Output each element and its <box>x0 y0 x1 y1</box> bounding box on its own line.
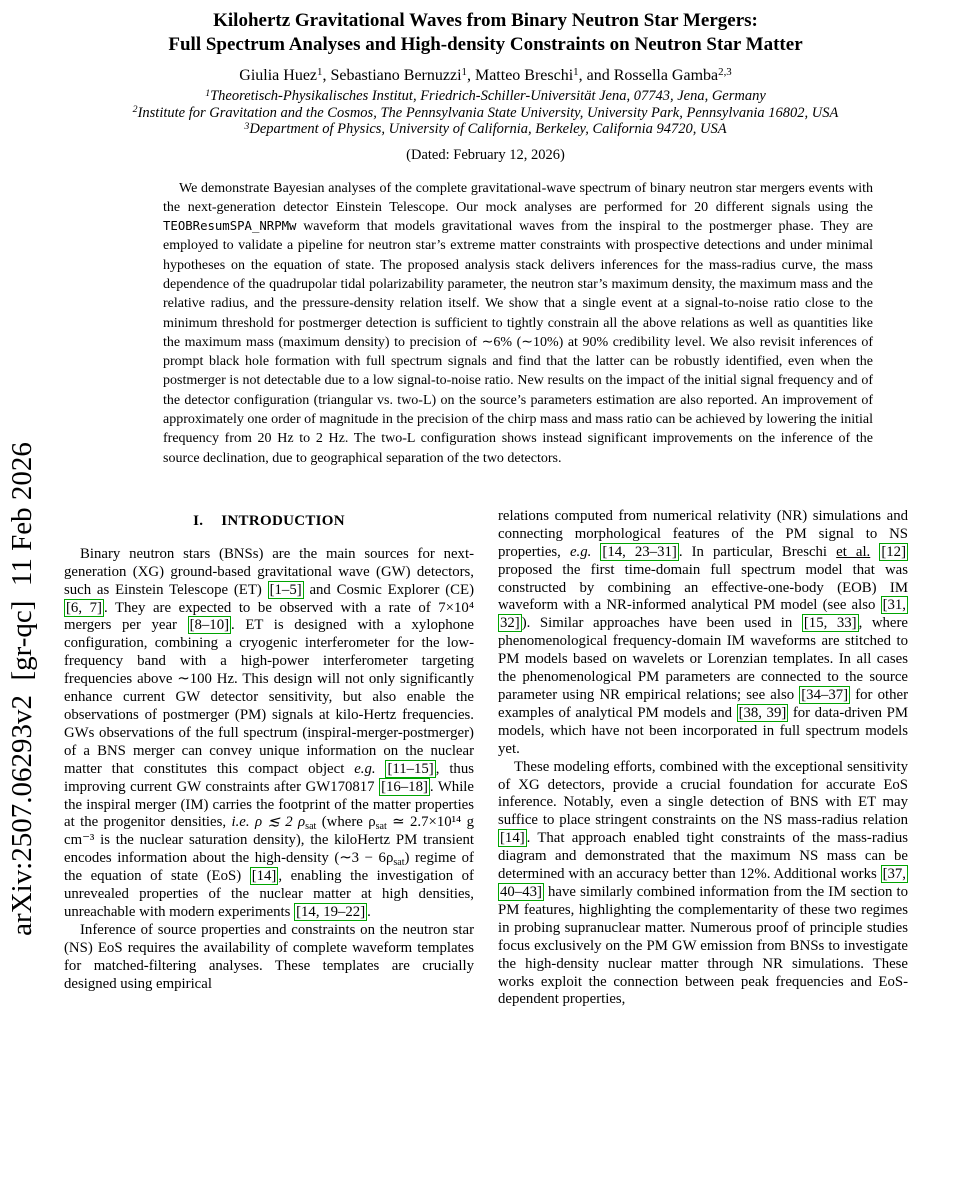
column-left <box>64 508 474 1009</box>
superscript: 2,3 <box>718 66 732 79</box>
paper-title <box>0 9 971 57</box>
citation-link[interactable]: [14] <box>251 868 277 885</box>
superscript: 1 <box>461 66 467 79</box>
citation-link[interactable]: [14, 19–22] <box>296 903 366 920</box>
citation-link[interactable]: [14] <box>500 830 525 847</box>
section-heading <box>64 513 474 531</box>
emphasis-text: e.g. <box>354 760 376 777</box>
paper-title-line1: Kilohertz Gravitational Waves from Binary Neutron Star Mergers: <box>213 10 758 31</box>
abstract <box>163 179 873 468</box>
superscript: 3 <box>244 120 250 132</box>
superscript: 1 <box>573 66 579 79</box>
paper-header <box>0 0 971 164</box>
affiliation: $^1$Theoretisch-Physikalisches Institut, Friedrich-Schiller-Universität Jena, 07743, Jena, Germany <box>205 87 766 104</box>
citation-link[interactable]: [11–15] <box>387 760 434 777</box>
affiliation: $^3$Department of Physics, University of California, Berkeley, California 94720, USA <box>244 120 727 137</box>
paragraph: These modeling efforts, combined with the exceptional sensitivity of XG detectors, provide a crucial foundation for accurate EoS inference. Notably, even a single detection of BNS with ET may suffice to place stringent constraints on the NS mass-radius relation [14] . That approach enabled tight constraints of the mass-radius diagram and demonstrated that the maximum NS mass can be determined with an accuracy better than 12%. Additional works [37, 40–43] have similarly combined information from the IM section to PM features, highlighting the complementarity of these two regimes in probing supranuclear matter. Numerous proof of principle studies focus exclusively on the PM GW emission from BNSs to investigate the high-density nuclear matter through NR simulations. These works exploit the connection between peak frequencies and EoS-dependent properties, <box>498 758 908 1008</box>
column-right-text <box>498 508 908 1009</box>
paragraph: Binary neutron stars (BNSs) are the main sources for next-generation (XG) ground-based gravitational wave (GW) detectors, such as Einstein Telescope (ET) [1–5] and Cosmic Explorer (CE) [6, 7] . They are expected to be observed with a rate of 7×10⁴ mergers per year [8–10] . ET is designed with a xylophone configuration, combining a cryogenic interferometer for the low-frequency band with a high-power interferometer targeting frequencies above ∼100 Hz. This design will not only significantly enhance current GW detector sensitivity, but also enable the observations of postmerger (PM) signals at kilo-Hertz frequencies. GWs observations of the full spectrum (inspiral-merger-postmerger) of a BNS merger can convey unique information on the nuclear matter that constitutes this compact object e.g. [11–15] , thus improving current GW constraints after GW170817 [16–18] . While the inspiral merger (IM) carries the footprint of the matter properties at the progenitor densities, i.e. ρ ≲ 2 $\rho_{sat}$ (where $\rho_{sat}$ ≃ 2.7×10¹⁴ g cm⁻³ is the nuclear saturation density), the kiloHertz PM transient encodes information about the high-density (∼3 − $6\rho_{sat}$) regime of the equation of state (EoS) [14] , enabling the investigation of unrevealed properties of the nuclear matter at high densities, unreachable with modern experiments [14, 19–22] . <box>64 545 475 920</box>
column-left-text <box>64 546 474 994</box>
subscript: sat <box>393 857 405 869</box>
affiliation: $^2$Institute for Gravitation and the Cosmos, The Pennsylvania State University, University Park, Pennsylvania 16802, USA <box>132 104 839 121</box>
paper-title-line2: Full Spectrum Analyses and High-density Constraints on Neutron Star Matter <box>168 34 803 55</box>
superscript: 1 <box>205 87 211 99</box>
superscript: 2 <box>132 104 138 116</box>
citation-link[interactable]: [6, 7] <box>66 599 102 616</box>
affiliations <box>0 88 971 138</box>
citation-link[interactable]: [38, 39] <box>738 704 787 721</box>
citation-link[interactable]: [31, 32] <box>500 597 906 632</box>
subscript: sat <box>375 821 387 833</box>
citation-link[interactable]: [34–37] <box>801 687 849 704</box>
arxiv-identifier: arXiv:2507.06293v2 [gr-qc] 11 Feb 2026 <box>6 442 38 936</box>
citation-link[interactable]: [8–10] <box>189 617 230 634</box>
paragraph: relations computed from numerical relativity (NR) simulations and connecting morphological features of the PM signal to NS properties, e.g. [14, 23–31] . In particular, Breschi et al. [12] proposed the first time-domain full spectrum model that was constructed by combining an effective-one-body (EOB) IM waveform with a NR-informed analytical PM model (see also [31, 32] ). Similar approaches have been used in [15, 33] , where phenomenological frequency-domain IM waveforms are stitched to PM models based on wavelets or Lorenzian templates. In all cases the phenomenological PM parameters are connected to the source parameter using NR empirical relations; see also [34–37] for other examples of analytical PM models and [38, 39] for data-driven PM models, which have not been incorporated in full spectrum models yet. <box>498 507 908 757</box>
underlined-text: et al. <box>836 543 871 560</box>
section-title: INTRODUCTION <box>221 512 345 529</box>
paragraph: We demonstrate Bayesian analyses of the complete gravitational-wave spectrum of binary neutron star mergers events with the next-generation detector Einstein Telescope. Our mock analyses are performed for 20 different signals using the TEOBResumSPA_NRPMw waveform that models gravitational waves from the inspiral to the postmerger phase. They are employed to validate a pipeline for neutron star’s extreme matter constraints with prospective detections and under minimal hypotheses on the equation of state. The proposed analysis stack delivers inferences for the mass-radius curve, the mass dependence of the quadrupolar tidal polarizability parameter, the neutron star’s maximum density, the maximum mass and the relative radius, and the pressure-density relation itself. We show that a single event at a signal-to-noise ratio close to the minimum threshold for postmerger detection is sufficient to tightly constrain all the above relations as well as quantities like the maximum mass (maximum density) to precision of ∼6% (∼10%) at 90% credibility level. We also revisit inferences of prompt black hole formation with full spectrum signals and find that the latter can be robustly identified, even when the postmerger is not detectable due to a low signal-to-noise ratio. New results on the impact of the initial signal frequency and of the detector configuration (triangular vs. two-L) on the source’s parameters estimation are also reported. An improvement of approximately one order of magnitude in the precision of the chirp mass and mass ratio can be achieved by lowering the initial frequency from 20 Hz to 2 Hz. The two-L configuration shows instead significant improvements on the inference of the source declination, due to geographical separation of the two detectors. <box>163 180 873 466</box>
citation-link[interactable]: [1–5] <box>269 581 302 598</box>
section-number: I. <box>193 512 204 529</box>
inline-code: TEOBResumSPA_NRPMw <box>163 219 297 234</box>
superscript: 1 <box>317 66 323 79</box>
date-line: (Dated: February 12, 2026) <box>406 146 565 163</box>
citation-link[interactable]: [15, 33] <box>803 615 857 632</box>
citation-link[interactable]: [37, 40–43] <box>500 866 906 900</box>
column-right <box>498 508 908 1009</box>
emphasis-text: i.e. ρ ≲ 2 ρ <box>231 814 306 831</box>
citation-link[interactable]: [16–18] <box>381 778 428 795</box>
paragraph: Inference of source properties and constraints on the neutron star (NS) EoS requires the availability of complete waveform templates for matched-filtering analyses. These templates are crucially designed using empirical <box>64 921 474 992</box>
citation-link[interactable]: [12] <box>881 543 906 560</box>
subscript: sat <box>305 821 317 833</box>
two-column-body <box>0 508 971 1009</box>
authors-line: Giulia Huez$^1$, Sebastiano Bernuzzi$^1$, Matteo Breschi$^1$, and Rossella Gamba$^{2,3}$ <box>239 66 732 84</box>
emphasis-text: e.g. <box>569 543 592 560</box>
citation-link[interactable]: [14, 23–31] <box>602 543 677 560</box>
